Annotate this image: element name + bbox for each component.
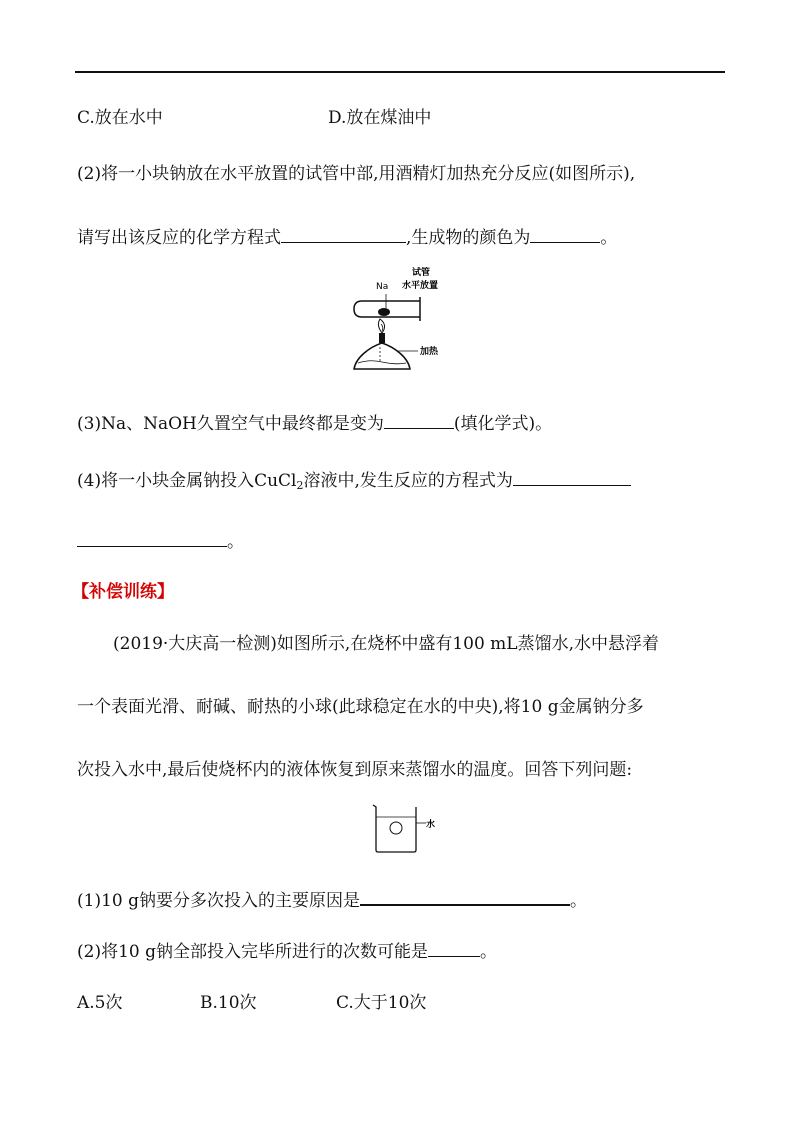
beaker-figure	[370, 803, 445, 855]
section-title: 【补偿训练】	[72, 582, 174, 602]
q4-prompt-a: (4)将一小块金属钠投入CuCl	[77, 471, 297, 491]
q4-period: 。	[227, 532, 244, 552]
p1-period: 。	[570, 891, 587, 911]
passage-line1: (2019·大庆高一检测)如图所示,在烧杯中盛有100 mL蒸馏水,水中悬浮着	[113, 634, 659, 654]
q4-line1	[77, 469, 631, 497]
passage-line2: 一个表面光滑、耐碱、耐热的小球(此球稳定在水的中央),将10 g金属钠分多	[77, 697, 644, 717]
q4-blank-part1[interactable]	[513, 469, 631, 486]
q3-prompt: (3)Na、NaOH久置空气中最终都是变为	[77, 414, 384, 434]
p2-line	[77, 940, 497, 963]
p1-prompt: (1)10 g钠要分多次投入的主要原因是	[77, 891, 360, 911]
q2-line1: (2)将一小块钠放在水平放置的试管中部,用酒精灯加热充分反应(如图所示),	[77, 164, 636, 184]
floating-ball	[390, 822, 402, 834]
sodium-piece	[378, 308, 390, 316]
lamp-wick	[379, 333, 385, 343]
q4-prompt-b: 溶液中,发生反应的方程式为	[303, 471, 513, 491]
test-tube-heating-figure	[340, 263, 460, 383]
q2-period: 。	[600, 228, 618, 248]
p2-blank[interactable]	[428, 940, 480, 957]
q2-blank-color[interactable]	[530, 226, 600, 243]
q3-blank[interactable]	[384, 412, 454, 429]
figure2-label-water: 水	[426, 820, 436, 830]
option-d: D.放在煤油中	[328, 108, 432, 128]
top-rule	[75, 71, 725, 73]
q2-line2	[77, 226, 617, 249]
p2-period: 。	[480, 942, 497, 962]
p1-blank[interactable]	[360, 888, 570, 906]
q2-prompt-equation: 请写出该反应的化学方程式	[77, 228, 281, 248]
passage-line3: 次投入水中,最后使烧杯内的液体恢复到原来蒸馏水的温度。回答下列问题:	[77, 760, 633, 780]
q3-line	[77, 412, 552, 435]
q3-hint: (填化学式)。	[453, 414, 553, 434]
alcohol-lamp	[354, 343, 410, 369]
q4-line2	[77, 530, 244, 553]
figure1-label-na: Na	[376, 282, 389, 292]
q2-blank-equation[interactable]	[281, 226, 406, 243]
q4-blank-part2[interactable]	[77, 530, 227, 547]
figure1-label-level: 水平放置	[402, 281, 439, 291]
figure1-label-heat: 加热	[420, 347, 439, 357]
q2-prompt-color: ,生成物的颜色为	[406, 228, 531, 248]
p2-option-c: C.大于10次	[336, 993, 427, 1013]
p2-prompt: (2)将10 g钠全部投入完毕所进行的次数可能是	[77, 942, 428, 962]
p2-option-b: B.10次	[200, 993, 257, 1013]
flame	[378, 319, 384, 333]
p1-line	[77, 888, 587, 912]
q4-subscript: 2	[296, 479, 304, 492]
figure1-label-tube: 试管	[412, 268, 431, 278]
p2-option-a: A.5次	[77, 993, 123, 1013]
option-c: C.放在水中	[77, 108, 163, 128]
